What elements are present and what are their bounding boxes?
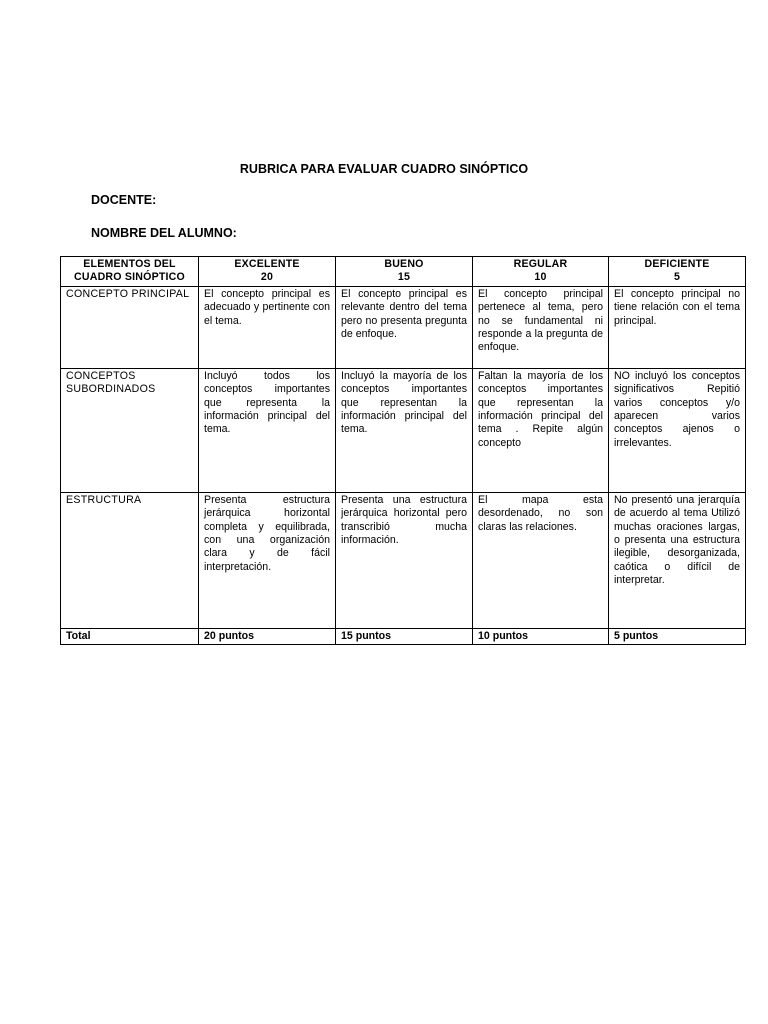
- element-cell: CONCEPTO PRINCIPAL: [61, 286, 199, 368]
- header-deficiente-label: DEFICIENTE: [644, 258, 710, 270]
- header-elementos-line2: CUADRO SINÓPTICO: [74, 271, 185, 284]
- deficiente-cell: No presentó una jerarquía de acuerdo al tema Utilizó muchas oraciones largas, o presenta una estructura ilegible, desorganizada, caótica o difícil de interpretar.: [609, 492, 746, 628]
- total-regular: 10 puntos: [473, 628, 609, 644]
- rubric-table: [60, 256, 746, 645]
- total-excelente: 20 puntos: [199, 628, 336, 644]
- document-title: RUBRICA PARA EVALUAR CUADRO SINÓPTICO: [239, 162, 529, 176]
- excelente-cell: El concepto principal es adecuado y pertinente con el tema.: [199, 286, 336, 368]
- excelente-cell: Incluyó todos los conceptos importantes que representa la información principal del tema.: [199, 368, 336, 492]
- header-excelente-points: 20: [260, 271, 274, 284]
- header-excelente: [199, 257, 336, 287]
- header-bueno-label: BUENO: [384, 258, 424, 270]
- header-deficiente: [609, 257, 746, 287]
- bueno-cell: Incluyó la mayoría de los conceptos importantes que representan la información principal del tema.: [336, 368, 473, 492]
- header-regular: [473, 257, 609, 287]
- header-excelente-label: EXCELENTE: [234, 258, 300, 270]
- alumno-name-label: NOMBRE DEL ALUMNO:: [91, 226, 237, 240]
- header-bueno: [336, 257, 473, 287]
- header-regular-points: 10: [534, 271, 547, 284]
- deficiente-cell: NO incluyó los conceptos significativos Repitió varios conceptos y/o aparecen varios conceptos ajenos o irrelevantes.: [609, 368, 746, 492]
- total-bueno: 15 puntos: [336, 628, 473, 644]
- header-row: [61, 257, 746, 287]
- element-cell: ESTRUCTURA: [61, 492, 199, 628]
- element-cell: CONCEPTOS SUBORDINADOS: [61, 368, 199, 492]
- header-elementos: [61, 257, 199, 287]
- table-row: [61, 368, 746, 492]
- header-deficiente-points: 5: [673, 271, 681, 284]
- header-regular-label: REGULAR: [513, 258, 568, 270]
- header-elementos-line1: ELEMENTOS DEL: [83, 258, 176, 270]
- bueno-cell: El concepto principal es relevante dentro del tema pero no presenta pregunta de enfoque.: [336, 286, 473, 368]
- header-bueno-points: 15: [397, 271, 411, 284]
- excelente-cell: Presenta estructura jerárquica horizontal completa y equilibrada, con una organización clara y de fácil interpretación.: [199, 492, 336, 628]
- total-deficiente: 5 puntos: [609, 628, 746, 644]
- regular-cell: El mapa esta desordenado, no son claras las relaciones.: [473, 492, 609, 628]
- table-row: [61, 492, 746, 628]
- bueno-cell: Presenta una estructura jerárquica horizontal pero transcribió mucha información.: [336, 492, 473, 628]
- docente-label: DOCENTE:: [91, 193, 157, 207]
- regular-cell: El concepto principal pertenece al tema, pero no se fundamental ni responde a la pregunta de enfoque.: [473, 286, 609, 368]
- regular-cell: Faltan la mayoría de los conceptos importantes que representan la información principal del tema . Repite algún concepto: [473, 368, 609, 492]
- total-label: Total: [61, 628, 199, 644]
- deficiente-cell: El concepto principal no tiene relación con el tema principal.: [609, 286, 746, 368]
- total-row: [61, 628, 746, 644]
- table-row: [61, 286, 746, 368]
